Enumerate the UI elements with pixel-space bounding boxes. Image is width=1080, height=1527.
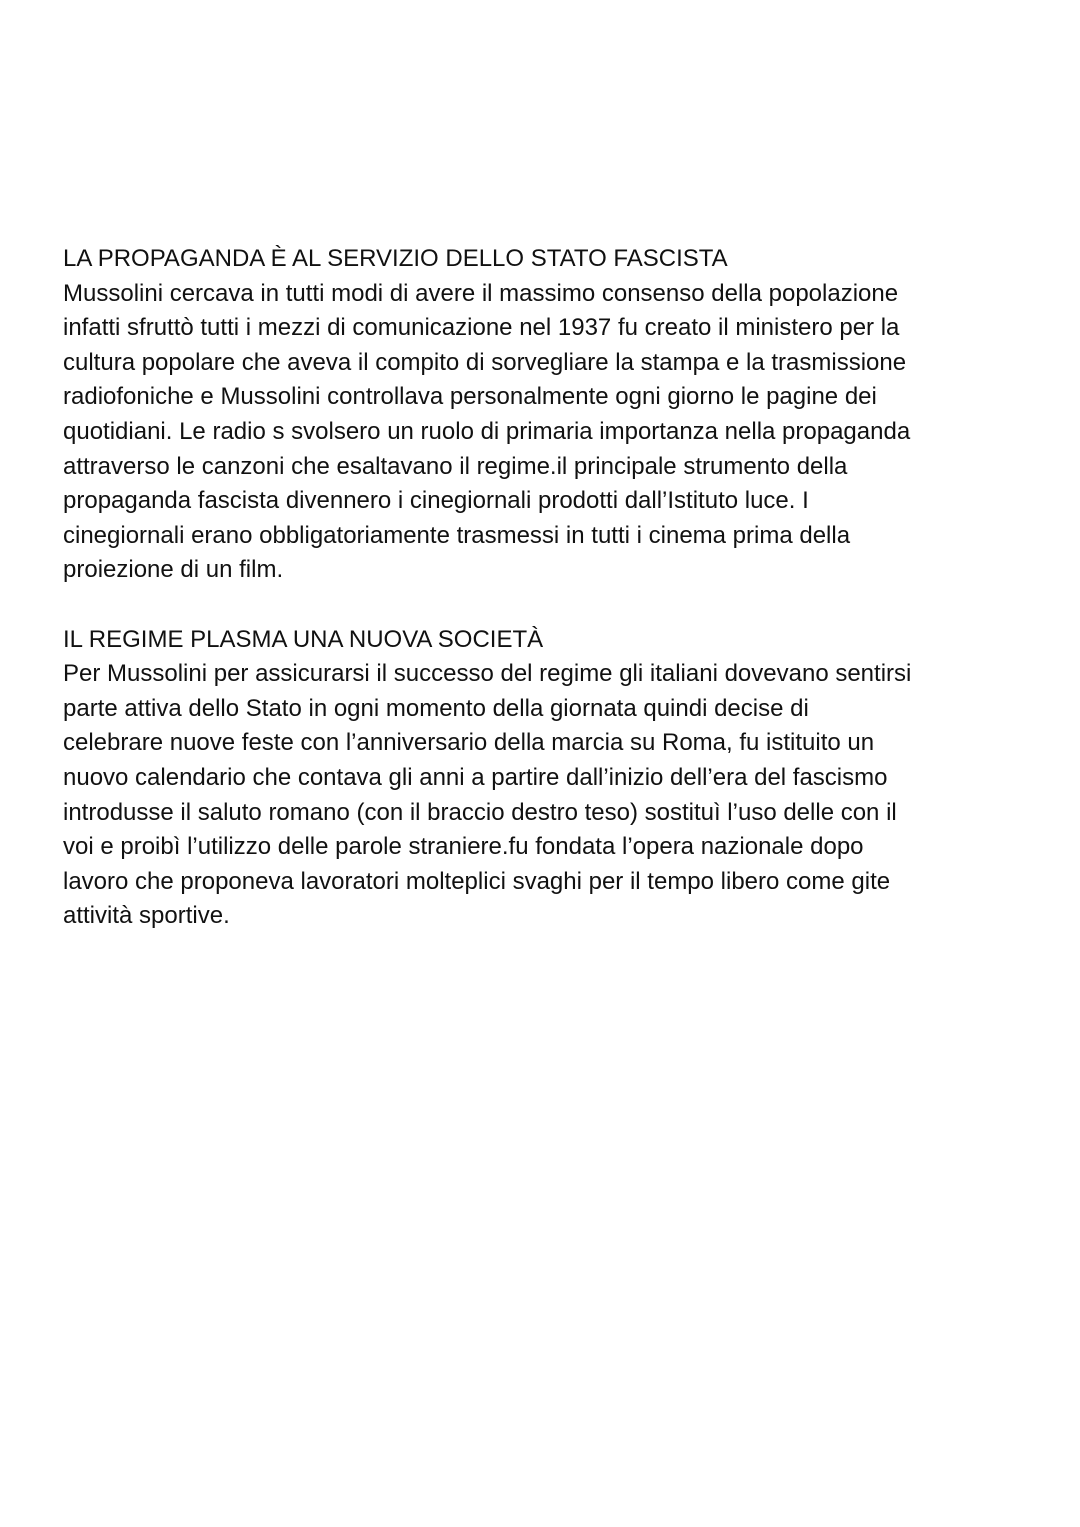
text-line: infatti sfruttò tutti i mezzi di comunicazione nel 1937 fu creato il ministero per la bbox=[63, 314, 900, 342]
text-line: quotidiani. Le radio s svolsero un ruolo di primaria importanza nella propaganda bbox=[63, 417, 911, 445]
text-line: Mussolini cercava in tutti modi di avere il massimo consenso della popolazione bbox=[63, 279, 899, 307]
section-body bbox=[63, 277, 1023, 588]
section-propaganda bbox=[63, 242, 1023, 588]
text-line: cultura popolare che aveva il compito di sorvegliare la stampa e la trasmissione bbox=[63, 348, 907, 376]
text-line: lavoro che proponeva lavoratori molteplici svaghi per il tempo libero come gite bbox=[63, 867, 891, 895]
text-line: Per Mussolini per assicurarsi il successo del regime gli italiani dovevano sentirsi bbox=[63, 660, 912, 688]
text-line: propaganda fascista divennero i cinegiornali prodotti dall’Istituto luce. I bbox=[63, 487, 809, 515]
text-line: introdusse il saluto romano (con il braccio destro teso) sostituì l’uso delle con il bbox=[63, 798, 897, 826]
text-line: radiofoniche e Mussolini controllava personalmente ogni giorno le pagine dei bbox=[63, 383, 877, 411]
text-line: parte attiva dello Stato in ogni momento della giornata quindi decise di bbox=[63, 694, 809, 722]
text-line: voi e proibì l’utilizzo delle parole straniere.fu fondata l’opera nazionale dopo bbox=[63, 833, 864, 861]
text-line: proiezione di un film. bbox=[63, 556, 284, 584]
section-spacer bbox=[63, 588, 1023, 623]
document-content bbox=[63, 242, 1023, 934]
text-line: celebrare nuove feste con l’anniversario della marcia su Roma, fu istituito un bbox=[63, 729, 875, 757]
text-line: cinegiornali erano obbligatoriamente trasmessi in tutti i cinema prima della bbox=[63, 521, 851, 549]
section-body bbox=[63, 657, 1023, 934]
text-line: attività sportive. bbox=[63, 902, 230, 930]
text-line: nuovo calendario che contava gli anni a partire dall’inizio dell’era del fascismo bbox=[63, 763, 888, 791]
section-title: IL REGIME PLASMA UNA NUOVA SOCIETÀ bbox=[63, 625, 544, 653]
section-title: LA PROPAGANDA È AL SERVIZIO DELLO STATO FASCISTA bbox=[63, 245, 728, 272]
section-nuova-societa bbox=[63, 623, 1023, 934]
text-line: attraverso le canzoni che esaltavano il regime.il principale strumento della bbox=[63, 452, 848, 480]
